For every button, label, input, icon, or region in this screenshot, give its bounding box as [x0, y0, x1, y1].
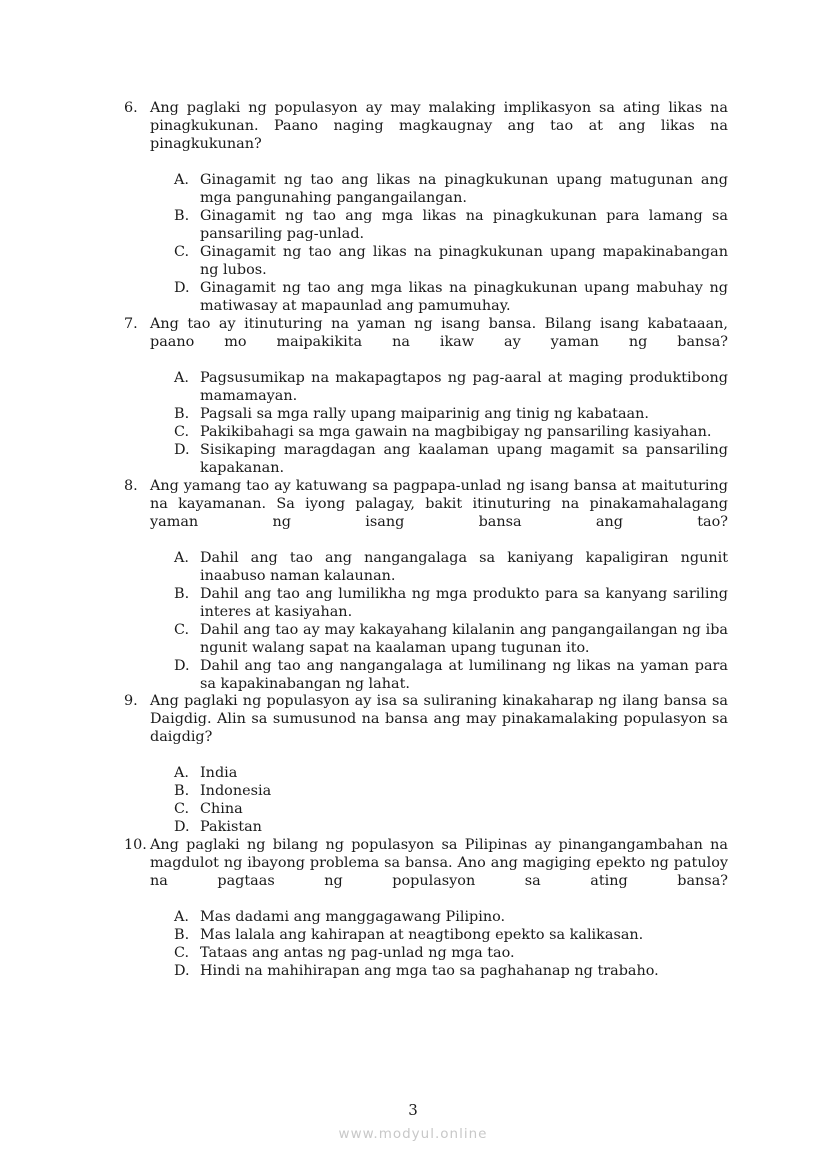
question-9	[124, 692, 728, 836]
question-number: 8.	[124, 478, 138, 494]
option-letter: A.	[174, 172, 189, 188]
question-8	[124, 477, 728, 693]
option-text: Hindi na mahihirapan ang mga tao sa paghahanap ng trabaho.	[200, 963, 659, 979]
option-c	[174, 243, 728, 279]
option-letter: A.	[174, 765, 189, 781]
option-text: Tataas ang antas ng pag-unlad ng mga tao.	[200, 945, 515, 961]
option-letter: C.	[174, 945, 190, 961]
option-text: Pakistan	[200, 819, 262, 835]
option-text: Ginagamit ng tao ang mga likas na pinagkukunan upang mabuhay ng matiwasay at mapaunlad ang pamumuhay.	[200, 280, 728, 314]
option-d	[174, 818, 728, 836]
option-text: Sisikaping maragdagan ang kaalaman upang magamit sa pansariling kapakanan.	[200, 442, 728, 476]
question-text: Ang paglaki ng populasyon ay may malaking implikasyon sa ating likas na pinagkukunan. Paano naging magkaugnay ang tao at ang likas na pinagkukunan?	[150, 100, 728, 152]
options-list	[174, 549, 728, 693]
option-a	[174, 171, 728, 207]
option-c	[174, 800, 728, 818]
option-letter: D.	[174, 963, 190, 979]
option-text: Ginagamit ng tao ang likas na pinagkukunan upang mapakinabangan ng lubos.	[200, 244, 728, 278]
option-letter: C.	[174, 424, 190, 440]
option-letter: B.	[174, 927, 190, 943]
options-list	[174, 764, 728, 836]
option-c	[174, 423, 728, 441]
option-c	[174, 944, 728, 962]
option-a	[174, 764, 728, 782]
option-letter: C.	[174, 801, 190, 817]
option-d	[174, 962, 728, 980]
question-number: 7.	[124, 316, 138, 332]
option-a	[174, 549, 728, 585]
question-stem	[124, 692, 728, 764]
question-stem	[124, 477, 728, 549]
option-letter: B.	[174, 406, 190, 422]
option-text: Pagsali sa mga rally upang maiparinig ang tinig ng kabataan.	[200, 406, 649, 422]
option-letter: B.	[174, 586, 190, 602]
page-number: 3	[408, 1101, 418, 1119]
question-stem	[124, 836, 728, 908]
option-text: India	[200, 765, 238, 781]
option-d	[174, 441, 728, 477]
option-b	[174, 585, 728, 621]
option-d	[174, 657, 728, 693]
option-text: Pakikibahagi sa mga gawain na magbibigay ng pansariling kasiyahan.	[200, 424, 712, 440]
option-letter: C.	[174, 244, 190, 260]
option-text: Pagsusumikap na makapagtapos ng pag-aaral at maging produktibong mamamayan.	[200, 370, 728, 404]
option-c	[174, 621, 728, 657]
question-10	[124, 836, 728, 980]
option-letter: D.	[174, 280, 190, 296]
option-text: Dahil ang tao ang lumilikha ng mga produkto para sa kanyang sariling interes at kasiyahan.	[200, 586, 728, 620]
question-stem	[124, 315, 728, 369]
question-number: 10.	[124, 837, 147, 853]
option-a	[174, 908, 728, 926]
option-letter: B.	[174, 208, 190, 224]
option-b	[174, 926, 728, 944]
options-list	[174, 908, 728, 980]
question-text: Ang paglaki ng populasyon ay isa sa suliraning kinakaharap ng ilang bansa sa Daigdig. Alin sa sumusunod na bansa ang may pinakamalaking populasyon sa daigdig?	[150, 693, 728, 745]
option-b	[174, 207, 728, 243]
question-text: Ang tao ay itinuturing na yaman ng isang bansa. Bilang isang kabataaan, paano mo maipakikita na ikaw ay yaman ng bansa?	[150, 316, 728, 350]
options-list	[174, 171, 728, 315]
option-letter: B.	[174, 783, 190, 799]
option-d	[174, 279, 728, 315]
option-text: Dahil ang tao ang nangangalaga sa kaniyang kapaligiran ngunit inaabuso naman kalaunan.	[200, 550, 728, 584]
option-text: Indonesia	[200, 783, 272, 799]
option-letter: A.	[174, 370, 189, 386]
watermark: www.modyul.online	[338, 1126, 488, 1142]
question-number: 6.	[124, 100, 138, 116]
question-text: Ang yamang tao ay katuwang sa pagpapa-unlad ng isang bansa at maituturing na kayamanan. Sa iyong palagay, bakit itinuturing na pinakamahalagang yaman ng isang bansa ang tao?	[150, 478, 728, 530]
option-text: Mas lalala ang kahirapan at neagtibong epekto sa kalikasan.	[200, 927, 644, 943]
option-b	[174, 782, 728, 800]
question-number: 9.	[124, 693, 138, 709]
option-text: Dahil ang tao ay may kakayahang kilalanin ang pangangailangan ng iba ngunit walang sapat na kaalaman upang tugunan ito.	[200, 622, 728, 656]
option-text: Mas dadami ang manggagawang Pilipino.	[200, 909, 506, 925]
option-letter: C.	[174, 622, 190, 638]
question-text: Ang paglaki ng bilang ng populasyon sa Pilipinas ay pinangangambahan na magdulot ng ibayong problema sa bansa. Ano ang magiging epekto ng patuloy na pagtaas ng populasyon sa ating bansa?	[150, 837, 728, 889]
option-b	[174, 405, 728, 423]
question-stem	[124, 99, 728, 171]
option-letter: D.	[174, 442, 190, 458]
option-letter: D.	[174, 658, 190, 674]
options-list	[174, 369, 728, 477]
question-6	[124, 99, 728, 315]
option-letter: A.	[174, 550, 189, 566]
option-letter: D.	[174, 819, 190, 835]
question-7	[124, 315, 728, 477]
option-a	[174, 369, 728, 405]
option-text: Ginagamit ng tao ang mga likas na pinagkukunan para lamang sa pansariling pag-unlad.	[200, 208, 728, 242]
option-text: China	[200, 801, 243, 817]
option-text: Dahil ang tao ang nangangalaga at lumilinang ng likas na yaman para sa kapakinabangan ng lahat.	[200, 658, 728, 692]
option-letter: A.	[174, 909, 189, 925]
option-text: Ginagamit ng tao ang likas na pinagkukunan upang matugunan ang mga pangunahing pangangailangan.	[200, 172, 728, 206]
